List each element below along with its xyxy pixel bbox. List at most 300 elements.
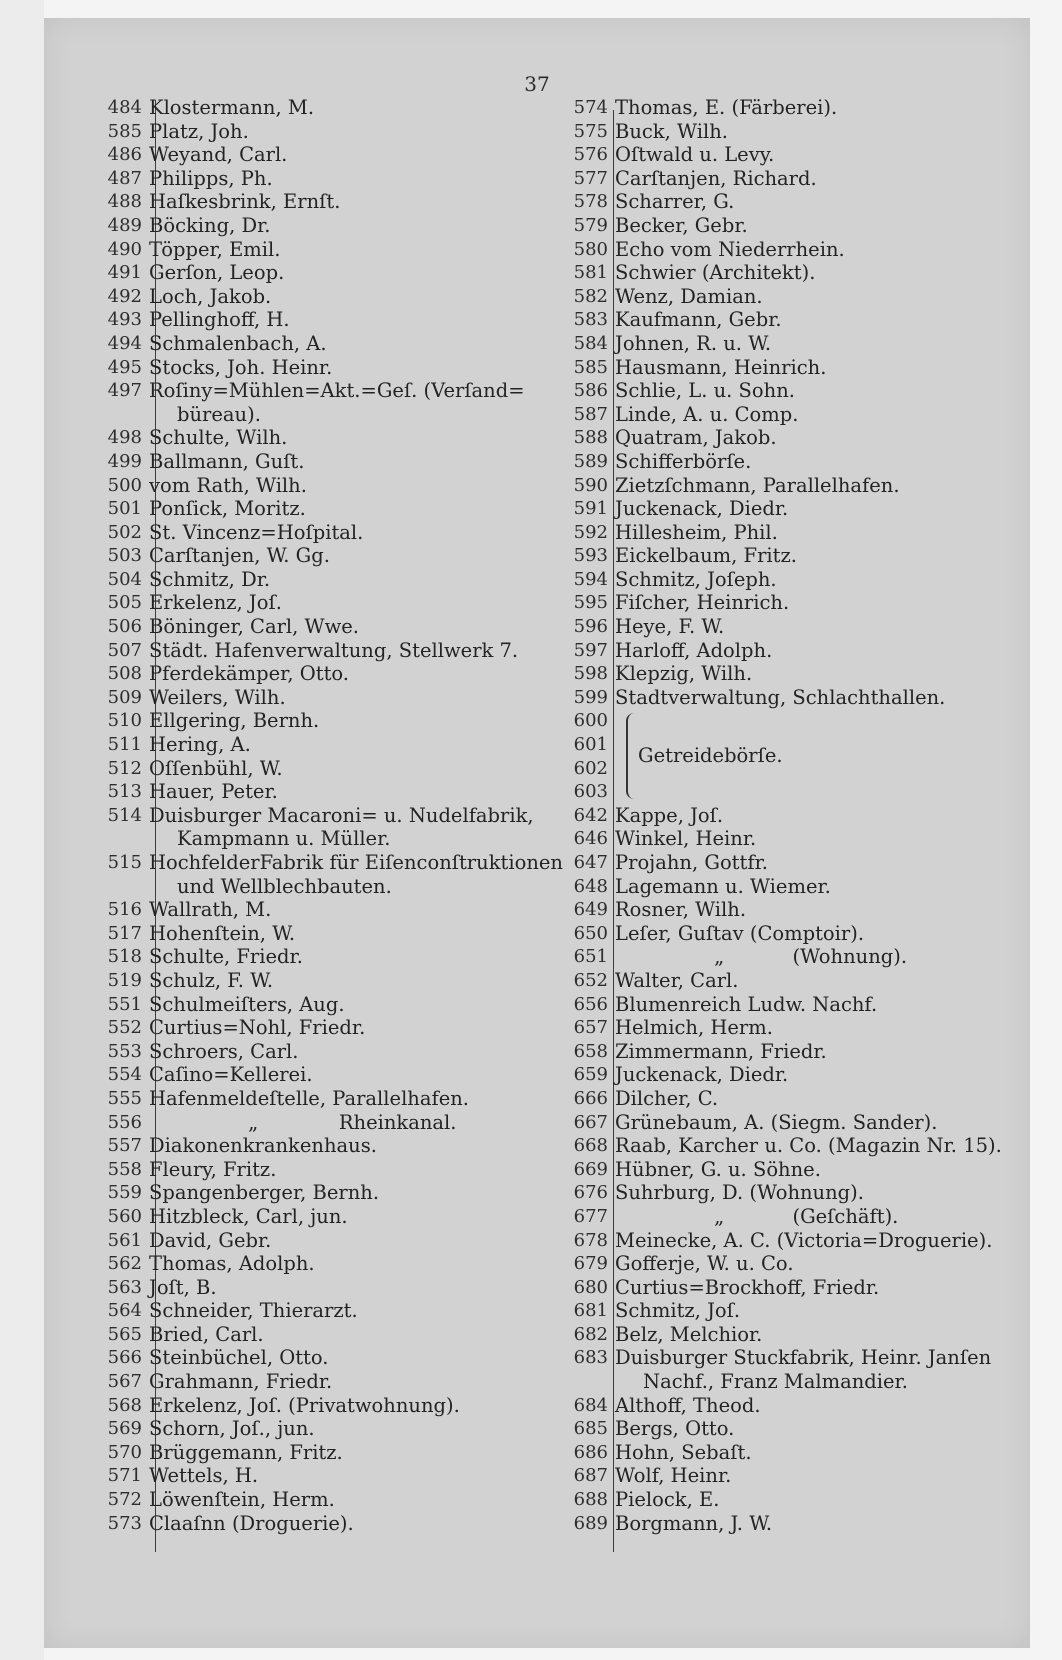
list-item [552,403,1022,427]
entry-number: 495 [107,356,142,378]
entry-text: Schneider, Thierarzt. [149,1299,358,1323]
list-item [552,662,1022,686]
list-item [552,1276,1022,1300]
entry-text: Schwier (Architekt). [615,261,816,285]
entry-text: Quatram, Jakob. [615,426,777,450]
list-item [98,1040,538,1064]
entry-text: Schmitz, Joſeph. [615,567,777,591]
list-item [552,143,1022,167]
entry-number: 657 [573,1017,608,1039]
list-item [98,356,538,380]
list-item [98,261,538,285]
entry-text: Hübner, G. u. Söhne. [615,1157,821,1181]
entry-text: Oſtwald u. Levy. [615,143,775,167]
brace-label: Getreidebörſe. [638,744,783,768]
entry-number: 682 [573,1323,608,1345]
entry-text: Hering, A. [149,733,251,757]
entry-text: Zimmermann, Friedr. [615,1039,827,1063]
list-item [98,662,538,686]
entry-text: HochfelderFabrik für Eiſenconſtruktionen [149,851,563,874]
list-item [552,686,1022,710]
entry-text: David, Gebr. [149,1228,272,1252]
list-item [98,1512,538,1536]
entry-number: 569 [107,1418,142,1440]
entry-text: Schulmeiſters, Aug. [149,992,345,1016]
entry-text: Loch, Jakob. [149,284,272,308]
entry-text: Juckenack, Diedr. [615,497,789,521]
list-item [552,993,1022,1017]
list-item [552,167,1022,191]
entry-text: Juckenack, Diedr. [615,1063,789,1087]
list-item [98,214,538,238]
entry-number: 581 [573,262,608,284]
entry-text: Claaſnn (Droguerie). [149,1511,354,1535]
list-item [552,1346,1022,1370]
list-item [552,238,1022,262]
list-item [98,1441,538,1465]
list-item [98,285,538,309]
entry-number: 677 [573,1205,608,1227]
entry-number: 680 [573,1276,608,1298]
entry-number: 486 [107,144,142,166]
right-column-bottom [552,804,1022,1535]
list-item [98,1488,538,1512]
entry-text: Fleury, Fritz. [149,1157,277,1181]
entry-number: 567 [107,1371,142,1393]
entry-number: 503 [107,545,142,567]
list-item [98,1111,538,1135]
entry-number: 568 [107,1394,142,1416]
entry-number: 510 [107,710,142,732]
list-item [552,308,1022,332]
entry-number: 679 [573,1253,608,1275]
entry-text: Curtius=Brockhoff, Friedr. [615,1275,880,1299]
entry-text: Schulz, F. W. [149,968,274,992]
entry-text: Haſkesbrink, Ernſt. [149,190,341,214]
entry-text: Philipps, Ph. [149,166,273,190]
entry-text: Böcking, Dr. [149,213,271,237]
entry-text: Pferdekämper, Otto. [149,662,350,686]
entry-number: 558 [107,1158,142,1180]
entry-text: Brüggemann, Fritz. [149,1440,343,1464]
list-item [98,851,563,875]
entry-text: Schroers, Carl. [149,1039,299,1063]
list-item [98,1346,538,1370]
entry-text: Borgmann, J. W. [615,1511,773,1535]
entry-number: 491 [107,262,142,284]
entry-text: Weilers, Wilh. [149,685,286,709]
list-item [552,1417,1022,1441]
entry-number: 490 [107,238,142,260]
entry-text: Duisburger Stuckfabrik, Heinr. Janſen [615,1346,992,1370]
entry-number: 683 [573,1347,608,1369]
list-item [98,733,538,757]
entry-text: Hillesheim, Phil. [615,520,778,544]
entry-number: 509 [107,686,142,708]
entry-text: Kaufmann, Gebr. [615,308,782,332]
entry-number: 597 [573,639,608,661]
entry-text: Bergs, Otto. [615,1417,735,1441]
entry-number: 492 [107,285,142,307]
entry-number: 600 [573,710,608,732]
entry-number: 513 [107,781,142,803]
entry-number: 658 [573,1040,608,1062]
list-item [98,96,538,120]
entry-text: Joſt, B. [149,1275,217,1299]
entry-text: Johnen, R. u. W. [615,331,772,355]
list-item [98,1016,538,1040]
entry-number: 577 [573,167,608,189]
entry-number: 589 [573,450,608,472]
entry-text: Hohn, Sebaſt. [615,1440,752,1464]
entry-text: Oſſenbühl, W. [149,756,283,780]
list-item [552,969,1022,993]
list-item [98,474,538,498]
list-item [552,898,1022,922]
entry-number: 648 [573,875,608,897]
list-item [98,143,538,167]
list-item [552,474,1022,498]
entry-text: Pellinghoff, H. [149,308,290,332]
entry-text: Roſiny=Mühlen=Akt.=Geſ. (Verſand= [149,379,525,403]
entry-text: Walter, Carl. [615,968,739,992]
list-item [98,1394,538,1418]
entry-text: Heye, F. W. [615,615,725,639]
entry-number: 504 [107,568,142,590]
list-item [552,851,1022,875]
list-item [552,521,1022,545]
list-item [98,591,538,615]
entry-text: Raab, Karcher u. Co. (Magazin Nr. 15). [615,1134,1002,1158]
entry-text: Zietzſchmann, Parallelhafen. [615,473,900,497]
entry-text-continuation: und Wellblechbauten. [177,874,392,898]
list-item [552,1087,1022,1111]
entry-number: 602 [573,757,608,779]
entry-text: vom Rath, Wilh. [149,473,307,497]
list-item [552,1016,1022,1040]
entry-number: 557 [107,1135,142,1157]
entry-text: Hausmann, Heinrich. [615,355,827,379]
entry-number: 501 [107,498,142,520]
entry-text: Carſtanjen, W. Gg. [149,544,330,568]
entry-text: Grahmann, Friedr. [149,1370,333,1394]
entry-number: 650 [573,922,608,944]
entry-number: 488 [107,191,142,213]
list-item [552,1158,1022,1182]
entry-text: Klepzig, Wilh. [615,662,753,686]
list-item [98,757,538,781]
entry-text: Duisburger Macaroni= u. Nudelfabrik, [149,803,534,827]
entry-number: 676 [573,1182,608,1204]
entry-number: 668 [573,1135,608,1157]
list-item [98,1370,538,1394]
entry-number: 498 [107,427,142,449]
list-item [552,379,1022,403]
entry-number: 575 [573,120,608,142]
list-item [98,238,538,262]
entry-number: 647 [573,852,608,873]
entry-number: 578 [573,191,608,213]
entry-text: Pielock, E. [615,1488,720,1512]
entry-number: 516 [107,899,142,921]
entry-number: 594 [573,568,608,590]
entry-number: 563 [107,1276,142,1298]
entry-text: Ponſick, Moritz. [149,497,306,521]
list-item [552,568,1022,592]
entry-text: Hafenmeldeſtelle, Parallelhafen. [149,1086,470,1110]
entry-text: Schulte, Wilh. [149,426,288,450]
entry-text: Thomas, Adolph. [149,1252,315,1276]
list-item [98,1158,538,1182]
list-item [98,544,538,568]
entry-text: Gofferje, W. u. Co. [615,1252,794,1276]
entry-number: 487 [107,167,142,189]
entry-text: Wallrath, M. [149,898,272,922]
entry-number: 507 [107,639,142,661]
entry-text: Erkelenz, Joſ. [149,591,282,615]
list-item [552,1323,1022,1347]
entry-text: Schulte, Friedr. [149,945,303,969]
list-item [98,1417,538,1441]
list-item-continuation [98,827,538,851]
entry-text: Lagemann u. Wiemer. [615,874,831,898]
entry-number: 570 [107,1441,142,1463]
entry-number: 595 [573,592,608,614]
entry-number: 591 [573,498,608,520]
entry-text: Harloff, Adolph. [615,638,773,662]
list-item [98,945,538,969]
list-item [98,1276,538,1300]
entry-text: Schifferbörſe. [615,449,752,473]
entry-number: 584 [573,332,608,354]
list-item [98,1205,538,1229]
list-item [552,922,1022,946]
list-item [552,591,1022,615]
list-item [552,1040,1022,1064]
list-item [98,379,538,403]
entry-number: 573 [107,1512,142,1534]
entry-number: 593 [573,545,608,567]
entry-number: 688 [573,1489,608,1511]
list-item [98,709,538,733]
entry-number: 689 [573,1512,608,1534]
entry-number: 500 [107,474,142,496]
list-item [552,544,1022,568]
entry-number: 566 [107,1347,142,1369]
entry-text: Fiſcher, Heinrich. [615,591,790,615]
entry-number: 574 [573,97,608,118]
brace-group [552,709,1022,803]
list-item [98,686,538,710]
entry-text: Winkel, Heinr. [615,827,757,851]
list-item [552,356,1022,380]
list-item [98,1181,538,1205]
entry-text: Blumenreich Ludw. Nachf. [615,992,878,1016]
entry-number: 565 [107,1323,142,1345]
right-column-top [552,96,1022,709]
list-item [552,1229,1022,1253]
entry-number: 554 [107,1064,142,1086]
entry-text: Hohenſtein, W. [149,921,296,945]
entry-text: Schmitz, Dr. [149,567,271,591]
entry-number: 585 [107,120,142,142]
entry-text: St. Vincenz=Hoſpital. [149,520,364,544]
entry-number: 517 [107,922,142,944]
list-item [552,1111,1022,1135]
entry-text: „ (Wohnung). [615,945,908,969]
entry-number: 603 [573,781,608,803]
entry-number: 508 [107,663,142,685]
list-item [552,1063,1022,1087]
entry-text: Schlie, L. u. Sohn. [615,379,795,403]
brace-icon [626,713,638,799]
entry-number: 502 [107,521,142,543]
entry-text: Caſino=Kellerei. [149,1063,313,1087]
entry-number: 553 [107,1040,142,1062]
list-item [552,827,1022,851]
entry-number: 552 [107,1017,142,1039]
list-item [552,615,1022,639]
list-item [98,1229,538,1253]
entry-text: Schmalenbach, A. [149,331,327,355]
page-number: 37 [524,72,550,96]
list-item [552,804,1022,828]
entry-text: Grünebaum, A. (Siegm. Sander). [615,1110,938,1134]
list-item-continuation [98,403,538,427]
list-item [552,1464,1022,1488]
entry-text-continuation: Nachf., Franz Malmandier. [643,1370,908,1394]
entry-number: 585 [573,356,608,378]
entry-text: Althoff, Theod. [615,1393,761,1417]
entry-number: 656 [573,993,608,1015]
entry-number: 684 [573,1394,608,1416]
entry-number: 586 [573,380,608,402]
entry-number: 571 [107,1465,142,1487]
entry-text: Klostermann, M. [149,96,315,119]
list-item [552,1181,1022,1205]
entry-number: 583 [573,309,608,331]
list-item [98,450,538,474]
entry-number: 559 [107,1182,142,1204]
entry-text: Erkelenz, Joſ. (Privatwohnung). [149,1393,460,1417]
entry-number: 666 [573,1087,608,1109]
entry-text: Wolf, Heinr. [615,1464,732,1488]
entry-text: Hauer, Peter. [149,780,278,804]
entry-number: 651 [573,946,608,968]
list-item [552,1134,1022,1158]
entry-text: Diakonenkrankenhaus. [149,1134,377,1158]
list-item [552,285,1022,309]
entry-number: 556 [107,1111,142,1133]
entry-text: Bried, Carl. [149,1322,264,1346]
list-item [552,261,1022,285]
entry-number: 561 [107,1229,142,1251]
list-item [552,450,1022,474]
entry-text: Böninger, Carl, Wwe. [149,615,359,639]
list-item [552,1205,1022,1229]
entry-number: 596 [573,616,608,638]
entry-number: 687 [573,1465,608,1487]
list-item [98,615,538,639]
list-item [98,1087,538,1111]
list-item [552,332,1022,356]
list-item [98,167,538,191]
entry-text: Platz, Joh. [149,119,249,143]
list-item [98,1134,538,1158]
entry-text: Suhrburg, D. (Wohnung). [615,1181,864,1205]
list-item [98,993,538,1017]
entry-number: 560 [107,1205,142,1227]
list-item [98,898,538,922]
list-item [98,922,538,946]
entry-text: Leſer, Guſtav (Comptoir). [615,921,865,945]
entry-text: Gerſon, Leop. [149,261,285,285]
list-item [552,639,1022,663]
list-item [98,804,538,828]
entry-number: 519 [107,969,142,991]
list-item [552,1512,1022,1536]
entry-text: Stadtverwaltung, Schlachthallen. [615,685,946,709]
list-item [552,426,1022,450]
entry-number: 686 [573,1441,608,1463]
entry-number: 511 [107,734,142,756]
list-item [552,497,1022,521]
entry-number: 506 [107,616,142,638]
entry-number: 564 [107,1300,142,1322]
list-item-continuation [98,875,538,899]
list-item [552,1441,1022,1465]
entry-number: 667 [573,1111,608,1133]
list-item [98,120,538,144]
list-item [552,190,1022,214]
entry-text: Stocks, Joh. Heinr. [149,355,333,379]
entry-text-continuation: büreau). [177,402,261,426]
entry-text: Linde, A. u. Comp. [615,402,799,426]
entry-text: Ballmann, Guſt. [149,449,305,473]
entry-text: Rosner, Wilh. [615,898,747,922]
entry-text: Spangenberger, Bernh. [149,1181,380,1205]
entry-text: Dilcher, C. [615,1086,719,1110]
entry-number: 505 [107,592,142,614]
entry-number: 518 [107,946,142,968]
entry-number: 642 [573,804,608,826]
entry-number: 587 [573,403,608,425]
right-column [552,96,1022,1535]
entry-text: Städt. Hafenverwaltung, Stellwerk 7. [149,638,519,662]
entry-text: Schmitz, Joſ. [615,1299,741,1323]
entry-number: 678 [573,1229,608,1251]
list-item [552,875,1022,899]
page-margin [0,0,44,1660]
entry-text: „ (Geſchäft). [615,1204,899,1228]
list-item [552,1252,1022,1276]
entry-number: 512 [107,757,142,779]
entry-text: Belz, Melchior. [615,1322,763,1346]
entry-text: Becker, Gebr. [615,213,748,237]
list-item [98,969,538,993]
list-item-continuation [552,1370,1022,1394]
list-item [98,1063,538,1087]
entry-number: 588 [573,427,608,449]
list-item [98,308,538,332]
entry-text: Projahn, Gottfr. [615,851,768,874]
entry-number: 562 [107,1253,142,1275]
entry-number: 659 [573,1064,608,1086]
entry-number: 598 [573,663,608,685]
list-item [98,1299,538,1323]
list-item [552,1488,1022,1512]
entry-number: 493 [107,309,142,331]
